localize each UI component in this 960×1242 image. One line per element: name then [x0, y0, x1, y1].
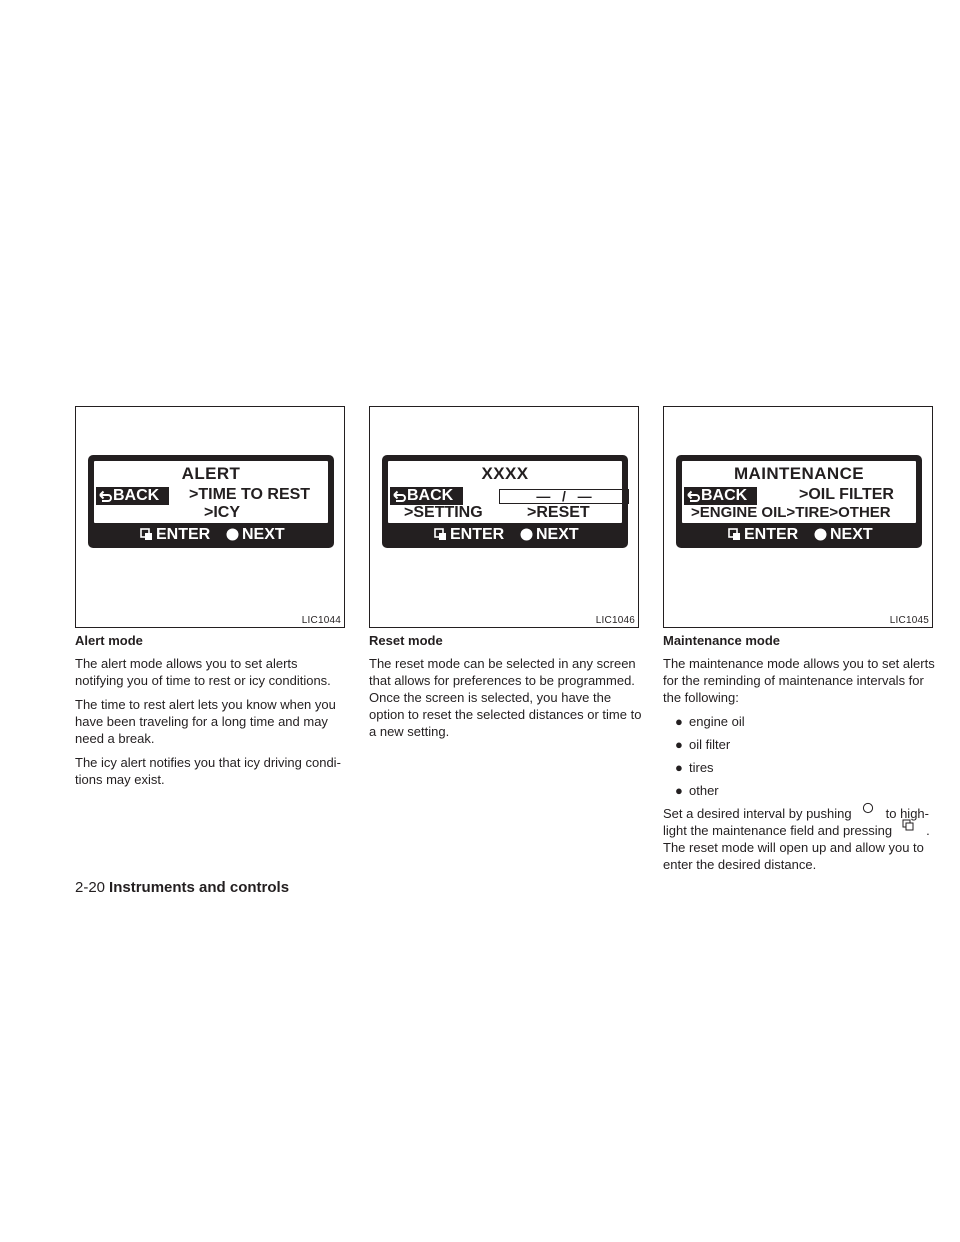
display-screen: [682, 461, 916, 523]
menu-engine-oil-tire-other: >ENGINE OIL>TIRE>OTHER: [691, 504, 891, 521]
menu-setting: >SETTING: [404, 504, 483, 521]
maintenance-mode-heading: Maintenance mode: [663, 633, 781, 648]
maintenance-mode-section: [663, 632, 937, 880]
enter-icon: [140, 528, 153, 541]
bullet-icon: ●: [675, 760, 683, 775]
figure-code: LIC1046: [595, 615, 635, 626]
figure-alert-mode: [75, 406, 345, 628]
display-panel: [382, 455, 628, 548]
page-footer: [75, 879, 289, 897]
bullet-icon: ●: [675, 783, 683, 798]
next-label: NEXT: [242, 526, 285, 543]
maintenance-items-list: [663, 713, 937, 799]
page-number: 2-20: [75, 879, 106, 896]
enter-label: ENTER: [450, 526, 505, 543]
reset-paragraph-1: The reset mode can be selected in any screen that allows for preferences to be programmed. Once the screen is selected, you have the option to reset the selected distances or time to a new setting.: [369, 656, 642, 739]
enter-icon: [892, 823, 926, 837]
back-arrow-icon: [393, 490, 406, 502]
next-label: NEXT: [830, 526, 873, 543]
display-screen: [388, 461, 622, 523]
back-arrow-icon: [99, 490, 112, 502]
alert-paragraph-1: The alert mode allows you to set alerts notifying you of time to rest or icy conditions.: [75, 656, 331, 688]
control-bar: [382, 525, 628, 545]
figure-code: LIC1045: [889, 615, 929, 626]
screen-title: MAINTENANCE: [733, 464, 864, 483]
enter-label: ENTER: [744, 526, 799, 543]
bullet-icon: ●: [675, 714, 683, 729]
maintenance-paragraph-1: The maintenance mode allows you to set alerts for the reminding of maintenance intervals for the following:: [663, 656, 935, 705]
alert-mode-section: [75, 632, 349, 795]
menu-reset: >RESET: [527, 504, 590, 521]
distance-readout: — / —: [499, 489, 629, 504]
control-bar: [676, 525, 922, 545]
bullet-icon: ●: [675, 737, 683, 752]
back-button: [390, 487, 463, 505]
display-panel: [676, 455, 922, 548]
section-title: Instruments and controls: [109, 879, 290, 896]
back-label: BACK: [407, 487, 454, 504]
list-item: ● engine oil: [675, 714, 745, 729]
menu-oil-filter: >OIL FILTER: [799, 486, 894, 503]
display-screen: [94, 461, 328, 523]
next-dot-icon: [814, 528, 827, 541]
alert-paragraph-3: The icy alert notifies you that icy driving condi- tions may exist.: [75, 755, 341, 787]
screen-title: ALERT: [181, 464, 241, 483]
alert-paragraph-2: The time to rest alert lets you know when you have been traveling for a long time and may need a break.: [75, 697, 336, 746]
figure-maintenance-mode: [663, 406, 933, 628]
maintenance-paragraph-2: Set a desired interval by pushing to high- light the maintenance field and pressing . The reset mode will open up and allow you to enter the desired distance.: [663, 805, 937, 873]
alert-mode-heading: Alert mode: [75, 633, 143, 648]
figure-code: LIC1044: [301, 615, 341, 626]
list-item: ● tires: [675, 760, 714, 775]
enter-icon: [728, 528, 741, 541]
next-dot-icon: [226, 528, 239, 541]
back-label: BACK: [113, 487, 160, 504]
reset-mode-heading: Reset mode: [369, 633, 443, 648]
figure-reset-mode: [369, 406, 639, 628]
enter-label: ENTER: [156, 526, 211, 543]
back-arrow-icon: [687, 490, 700, 502]
next-label: NEXT: [536, 526, 579, 543]
list-item: ● oil filter: [675, 737, 731, 752]
menu-icy: >ICY: [204, 504, 241, 521]
back-label: BACK: [701, 487, 748, 504]
enter-icon: [434, 528, 447, 541]
list-item: ● other: [675, 783, 719, 798]
menu-time-to-rest: >TIME TO REST: [189, 486, 311, 503]
next-dot-icon: [520, 528, 533, 541]
screen-title: XXXX: [481, 464, 529, 483]
next-dot-icon: [852, 806, 886, 820]
control-bar: [88, 525, 334, 545]
back-button: [684, 487, 757, 505]
back-button: [96, 487, 169, 505]
display-panel: [88, 455, 334, 548]
reset-mode-section: [369, 632, 643, 747]
